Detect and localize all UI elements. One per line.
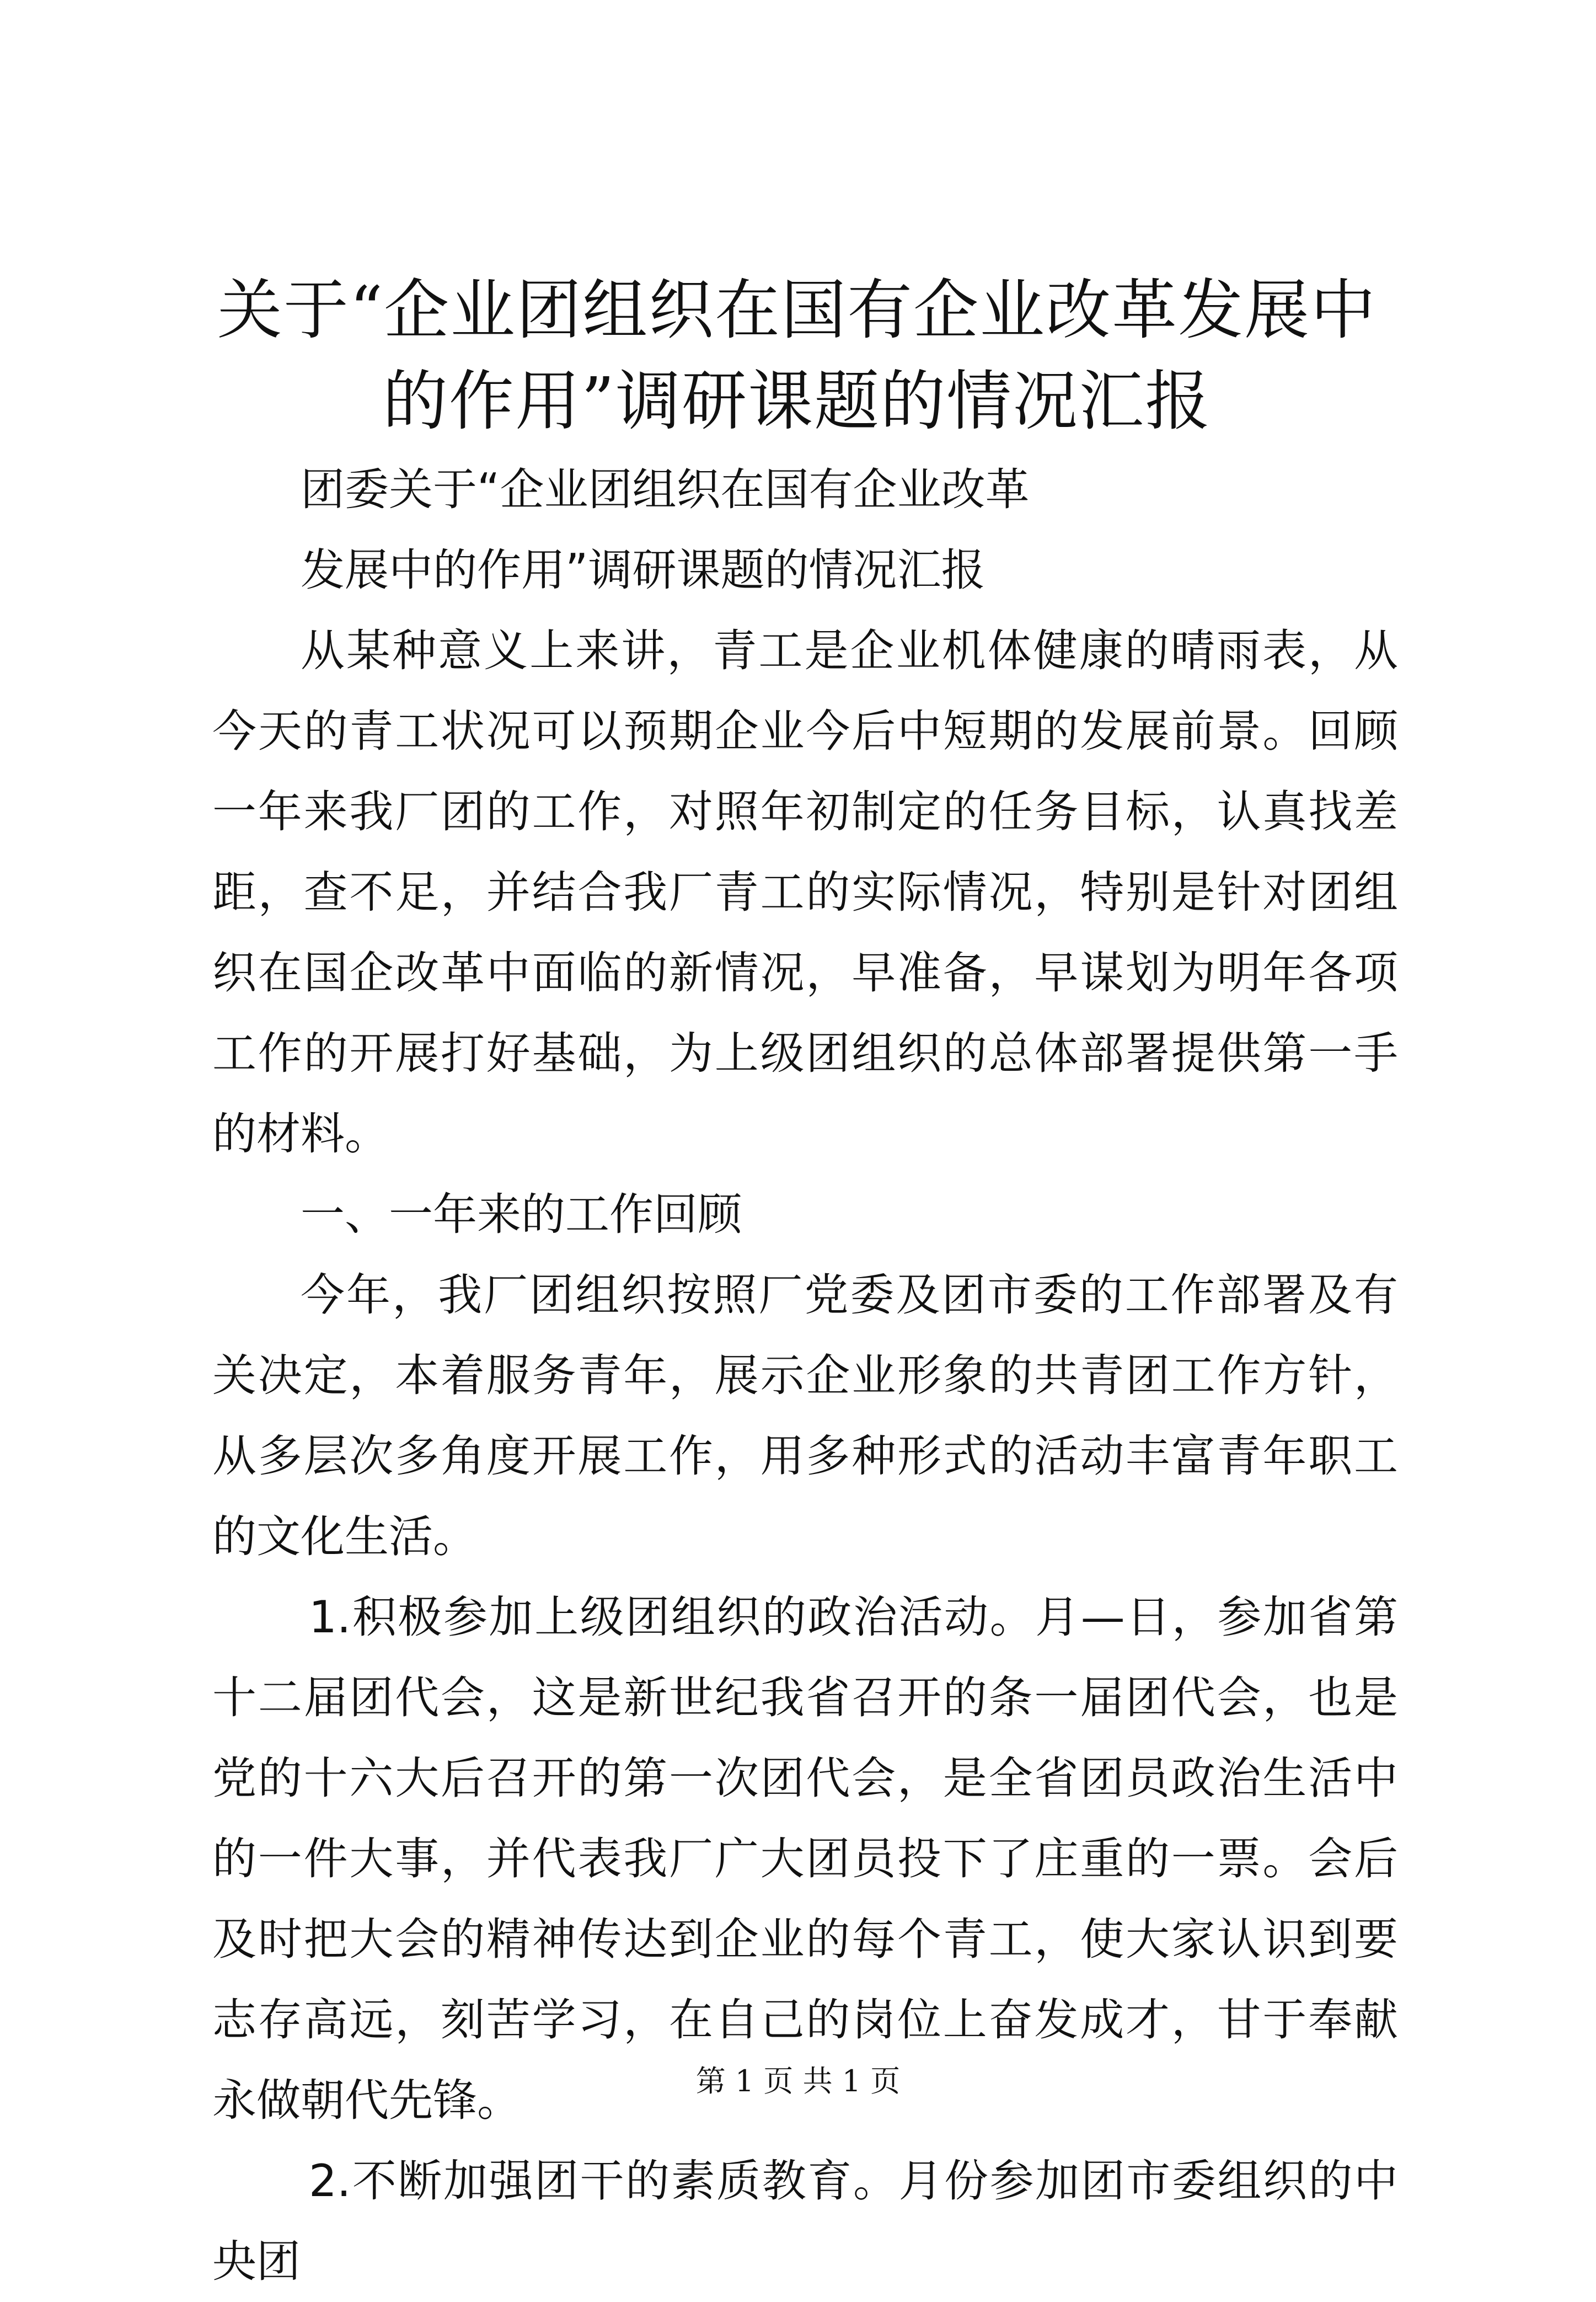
document-body: [212, 450, 1398, 2302]
subtitle-line-1: 团委关于“企业团组织在国有企业改革: [301, 464, 1030, 515]
document-title: 关于“企业团组织在国有企业改革发展中的作用”调研课题的情况汇报: [217, 272, 1377, 439]
page-footer: 第 1 页 共 1 页: [695, 2064, 901, 2098]
item-1-paragraph: 1.积极参加上级团组织的政治活动。月—日，参加省第十二届团代会，这是新世纪我省召开的条一届团代会，也是党的十六大后召开的第一次团代会，是全省团员政治生活中的一件大事，并代表我厂广大团员投下了庄重的一票。会后及时把大会的精神传达到企业的每个青工，使大家认识到要志存高远，刻苦学习，在自己的岗位上奋发成才，甘于奉献永做朝代先锋。: [212, 1591, 1398, 2126]
subtitle-line-2: 发展中的作用”调研课题的情况汇报: [301, 544, 986, 596]
intro-paragraph: 从某种意义上来讲，青工是企业机体健康的晴雨表，从今天的青工状况可以预期企业今后中短期的发展前景。回顾一年来我厂团的工作，对照年初制定的任务目标，认真找差距，查不足，并结合我厂青工的实际情况，特别是针对团组织在国企改革中面临的新情况，早准备，早谋划为明年各项工作的开展打好基础，为上级团组织的总体部署提供第一手的材料。: [212, 625, 1398, 1160]
item-2-paragraph: 2.不断加强团干的素质教育。月份参加团市委组织的中央团: [212, 2155, 1398, 2287]
review-paragraph: 今年，我厂团组织按照厂党委及团市委的工作部署及有关决定，本着服务青年，展示企业形象的共青团工作方针，从多层次多角度开展工作，用多种形式的活动丰富青年职工的文化生活。: [212, 1269, 1398, 1562]
section-heading-review: 一、一年来的工作回顾: [301, 1189, 742, 1240]
